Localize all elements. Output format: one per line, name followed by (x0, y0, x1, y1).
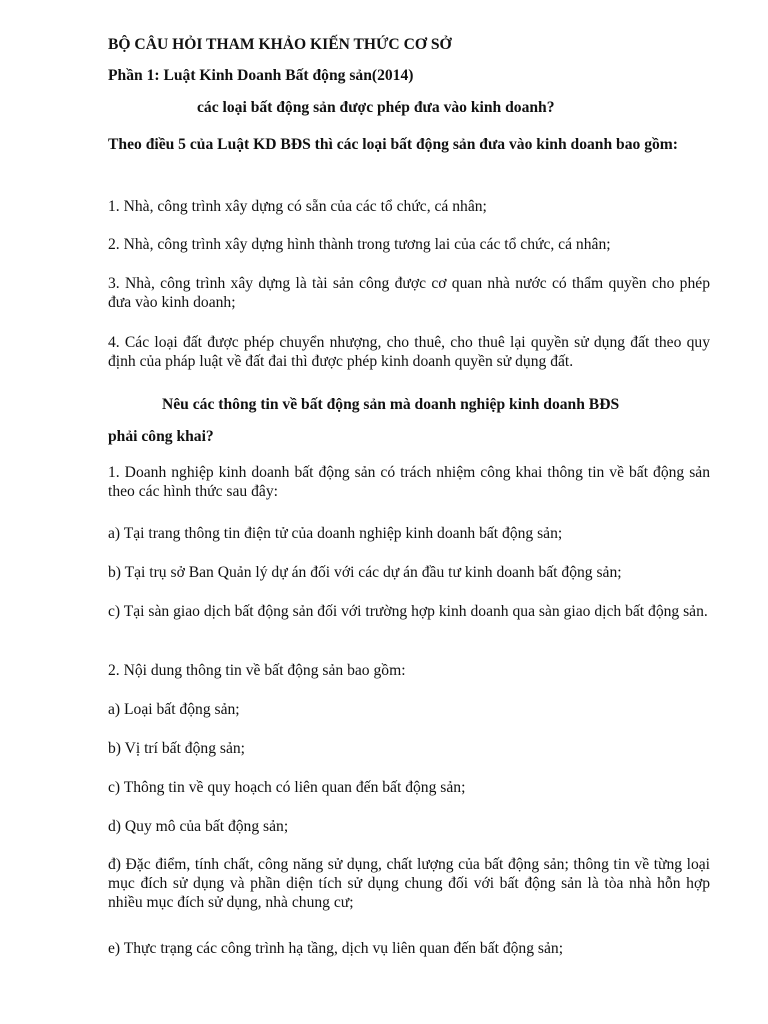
question-1-item-2: 2. Nhà, công trình xây dựng hình thành trong tương lai của các tổ chức, cá nhân; (108, 236, 611, 253)
part-title: Phần 1: Luật Kinh Doanh Bất động sản(2014) (108, 67, 414, 84)
disclosure-form-a: a) Tại trang thông tin điện tử của doanh nghiệp kinh doanh bất động sản; (108, 525, 563, 542)
question-1-item-1: 1. Nhà, công trình xây dựng có sẵn của các tổ chức, cá nhân; (108, 198, 487, 215)
question-1-heading: các loại bất động sản được phép đưa vào kinh doanh? (197, 99, 555, 116)
content-item-a: a) Loại bất động sản; (108, 701, 240, 718)
document-title: BỘ CÂU HỎI THAM KHẢO KIẾN THỨC CƠ SỞ (108, 36, 452, 53)
question-2-paragraph-2: 2. Nội dung thông tin về bất động sản bao gồm: (108, 662, 406, 679)
content-item-b: b) Vị trí bất động sản; (108, 740, 246, 757)
question-2-heading-line-1: Nêu các thông tin về bất động sản mà doanh nghiệp kinh doanh BĐS (162, 396, 620, 413)
content-item-dd: đ) Đặc điểm, tính chất, công năng sử dụng, chất lượng của bất động sản; thông tin về từng loại mục đích sử dụng và phần diện tích sử dụng chung đối với bất động sản là tòa nhà hỗn hợp nhiều mục đích sử dụng, nhà chung cư; (108, 856, 710, 911)
question-2-heading-line-2: phải công khai? (108, 428, 214, 445)
content-item-c: c) Thông tin về quy hoạch có liên quan đến bất động sản; (108, 779, 466, 796)
disclosure-form-b: b) Tại trụ sở Ban Quản lý dự án đối với các dự án đầu tư kinh doanh bất động sản; (108, 564, 622, 581)
document-page (108, 0, 710, 1024)
content-item-e: e) Thực trạng các công trình hạ tầng, dịch vụ liên quan đến bất động sản; (108, 940, 564, 957)
question-1-lead: Theo điều 5 của Luật KD BĐS thì các loại bất động sản đưa vào kinh doanh bao gồm: (108, 136, 678, 153)
content-item-d: d) Quy mô của bất động sản; (108, 818, 289, 835)
question-2-paragraph-1: 1. Doanh nghiệp kinh doanh bất động sản có trách nhiệm công khai thông tin về bất động sản theo các hình thức sau đây: (108, 464, 710, 500)
question-1-item-3: 3. Nhà, công trình xây dựng là tài sản công được cơ quan nhà nước có thẩm quyền cho phép đưa vào kinh doanh; (108, 275, 710, 311)
disclosure-form-c: c) Tại sàn giao dịch bất động sản đối với trường hợp kinh doanh qua sàn giao dịch bất động sản. (108, 603, 708, 620)
question-1-item-4: 4. Các loại đất được phép chuyển nhượng, cho thuê, cho thuê lại quyền sử dụng đất theo quy định của pháp luật về đất đai thì được phép kinh doanh quyền sử dụng đất. (108, 334, 710, 370)
